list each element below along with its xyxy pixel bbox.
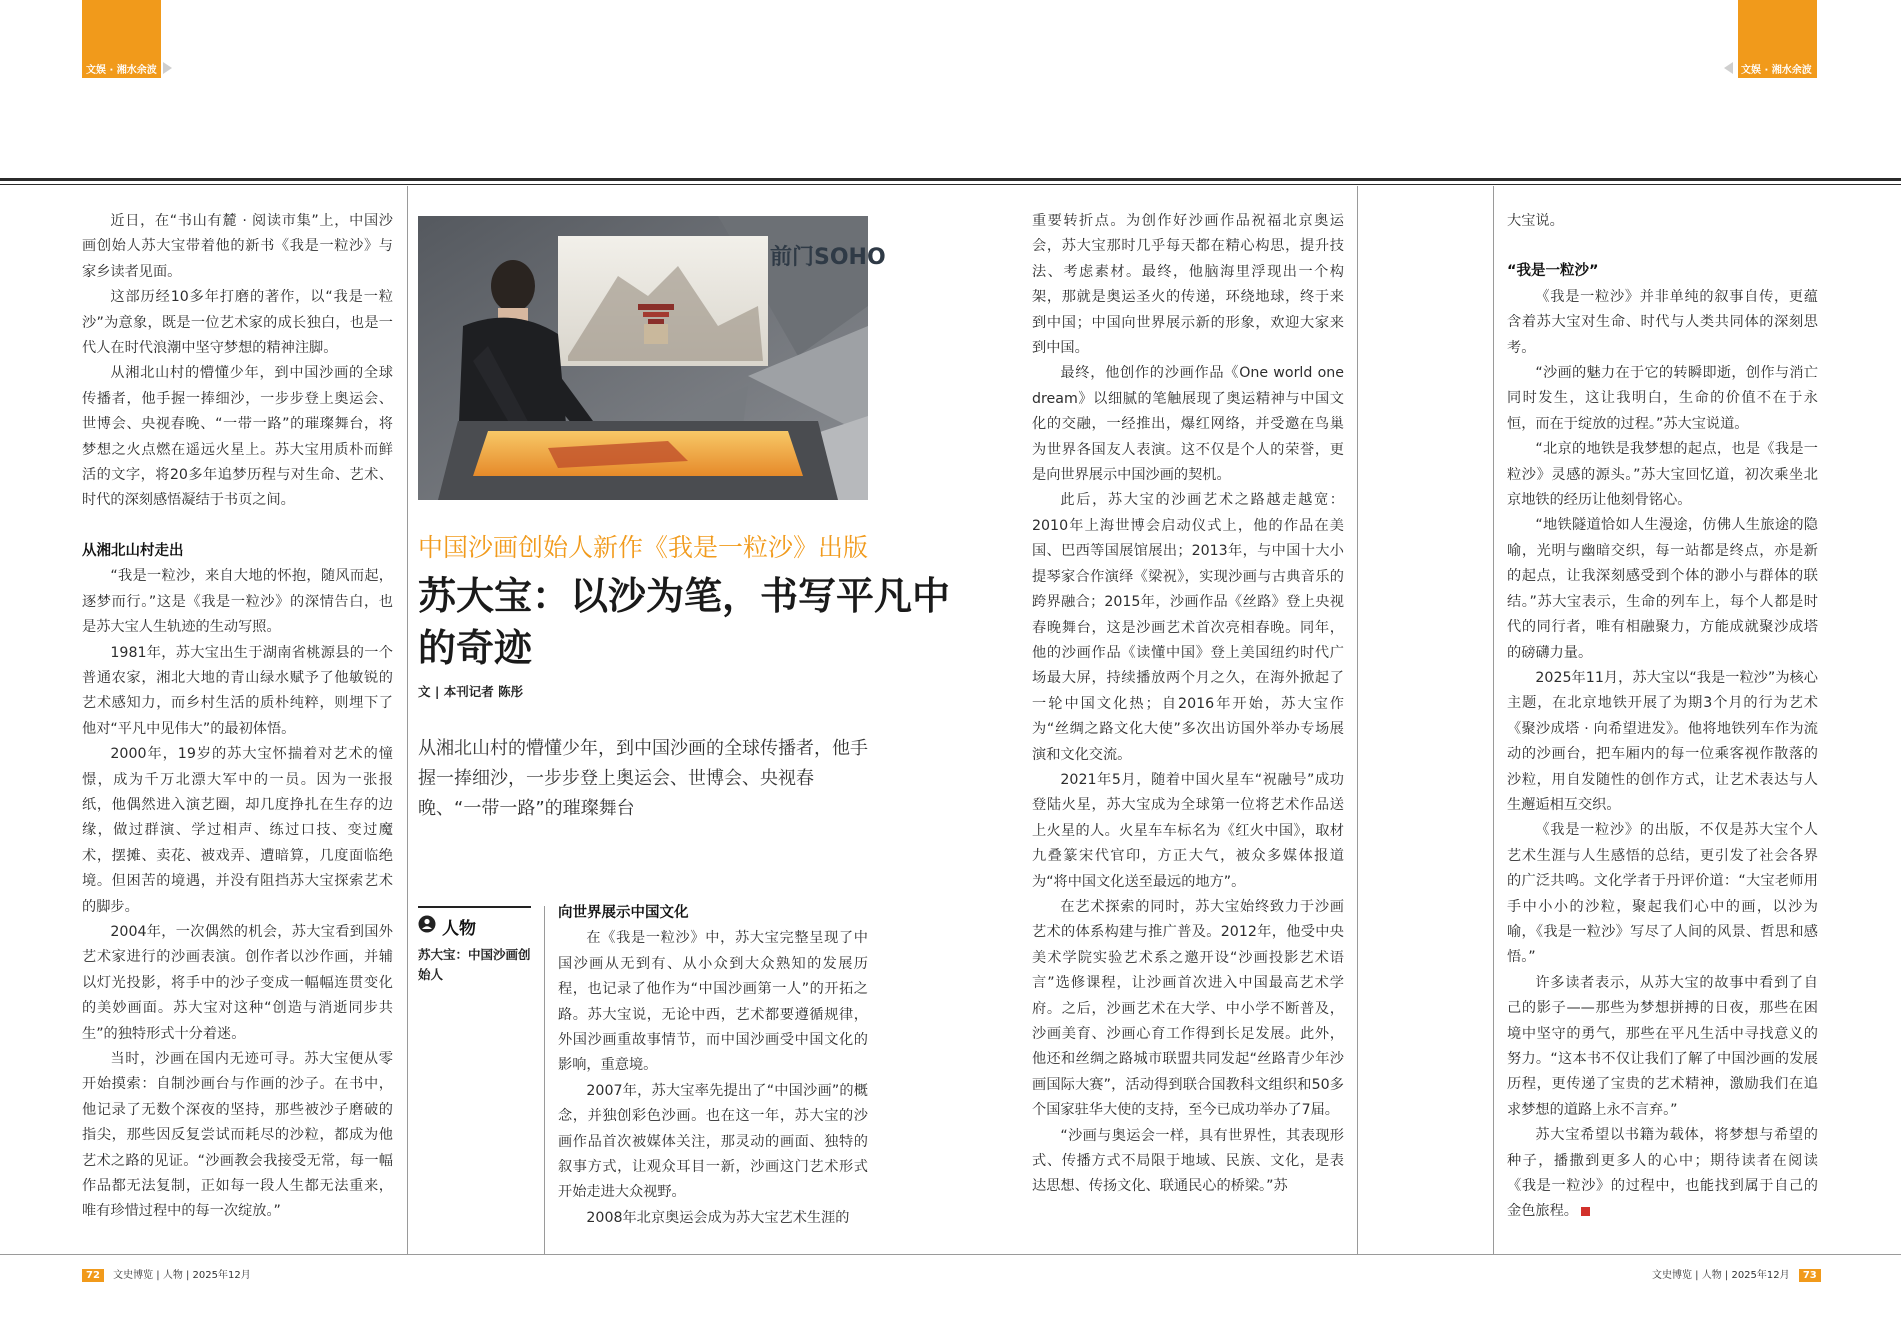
paragraph: 从湘北山村的懵懂少年，到中国沙画的全球传播者，他手握一捧细沙，一步步登上奥运会、世博会、央视春晚、“一带一路”的璀璨舞台，将梦想之火点燃在遥远火星上。苏大宝用质朴而鲜活的文字，将20多年追梦历程与对生命、艺术、时代的深刻感悟凝结于书页之间。 xyxy=(82,365,393,509)
person-icon xyxy=(418,915,436,938)
paragraph: “沙画的魅力在于它的转瞬即逝，创作与消亡同时发生，这让我明白，生命的价值不在于永恒，而在于绽放的过程。”苏大宝说道。 xyxy=(1507,365,1818,432)
paragraph: 2007年，苏大宝率先提出了“中国沙画”的概念，并独创彩色沙画。也在这一年，苏大宝的沙画作品首次被媒体关注，那灵动的画面、独特的叙事方式，让观众耳目一新，沙画这门艺术形式开始走进大众视野。 xyxy=(558,1082,868,1201)
header-arrow-right xyxy=(1724,62,1733,74)
column-divider-1 xyxy=(407,186,408,1254)
category-tag-title: 人物 xyxy=(442,919,476,939)
paragraph: “我是一粒沙，来自大地的怀抱，随风而起，逐梦而行。”这是《我是一粒沙》的深情告白，也是苏大宝人生轨迹的生动写照。 xyxy=(82,568,393,636)
section-heading-3: “我是一粒沙” xyxy=(1507,263,1599,280)
paragraph: 近日，在“书山有麓 · 阅读市集”上，中国沙画创始人苏大宝带着他的新书《我是一粒沙》与家乡读者见面。 xyxy=(82,213,393,280)
header-label-left: 文娱 · 湘水余波 xyxy=(86,65,157,76)
article-byline: 文 | 本刊记者 陈彤 xyxy=(418,684,524,699)
paragraph: 在《我是一粒沙》中，苏大宝完整呈现了中国沙画从无到有、从小众到大众熟知的发展历程，也记录了他作为“中国沙画第一人”的开拓之路。苏大宝说，无论中西，艺术都要遵循规律，外国沙画重故事情节，而中国沙画受中国文化的影响，重意境。 xyxy=(558,930,868,1074)
section-heading-1: 从湘北山村走出 xyxy=(82,542,184,559)
paragraph: 《我是一粒沙》的出版，不仅是苏大宝个人艺术生涯与人生感悟的总结，更引发了社会各界的广泛共鸣。文化学者于丹评价道：“大宝老师用手中小小的沙粒，聚起我们心中的画，以沙为喻，《我是一粒沙》写尽了人间的风景、哲思和感悟。” xyxy=(1507,822,1818,966)
footer-left xyxy=(82,1266,251,1281)
footer-right xyxy=(1652,1266,1821,1281)
end-mark-icon xyxy=(1581,1207,1590,1216)
article-photo xyxy=(418,216,886,500)
footer-left-text: 文史博览 | 人物 | 2025年12月 xyxy=(113,1270,251,1281)
paragraph: 当时，沙画在国内无迹可寻。苏大宝便从零开始摸索：自制沙画台与作画的沙子。在书中，他记录了无数个深夜的坚持，那些被沙子磨破的指尖，那些因反复尝试而耗尽的沙粒，都成为他艺术之路的见证。“沙画教会我接受无常，每一幅作品都无法复制，正如每一段人生都无法重来，唯有珍惜过程中的每一次绽放。” xyxy=(82,1051,393,1220)
paragraph: “北京的地铁是我梦想的起点，也是《我是一粒沙》灵感的源头。”苏大宝回忆道，初次乘坐北京地铁的经历让他刻骨铭心。 xyxy=(1507,441,1818,509)
paragraph: 重要转折点。为创作好沙画作品祝福北京奥运会，苏大宝那时几乎每天都在精心构思，提升技法、考虑素材。最终，他脑海里浮现出一个构架，那就是奥运圣火的传递，环绕地球，终于来到中国；中国向世界展示新的形象，欢迎大家来到中国。 xyxy=(1032,213,1344,357)
paragraph xyxy=(1507,1123,1818,1225)
article-headline: 苏大宝：以沙为笔，书写平凡中的奇迹 xyxy=(418,574,951,670)
category-tag xyxy=(418,906,531,985)
article-kicker: 中国沙画创始人新作《我是一粒沙》出版 xyxy=(418,533,869,562)
column-divider-2 xyxy=(544,906,545,1254)
paragraph: 《我是一粒沙》并非单纯的叙事自传，更蕴含着苏大宝对生命、时代与人类共同体的深刻思考。 xyxy=(1507,288,1818,356)
article-deck: 从湘北山村的懵懂少年，到中国沙画的全球传播者，他手握一捧细沙，一步步登上奥运会、世博会、央视春晚、“一带一路”的璀璨舞台 xyxy=(418,738,868,819)
article-column-2 xyxy=(558,901,868,1231)
page-number-left: 72 xyxy=(82,1269,104,1282)
category-tag-subtitle: 苏大宝：中国沙画创始人 xyxy=(418,947,531,982)
photo-illustration xyxy=(418,216,886,500)
header-label-right: 文娱 · 湘水余波 xyxy=(1741,65,1812,76)
paragraph: 2000年，19岁的苏大宝怀揣着对艺术的憧憬，成为千万北漂大军中的一员。因为一张报纸，他偶然进入演艺圈，却几度挣扎在生存的边缘，做过群演、学过相声、练过口技、变过魔术，摆摊、卖花、被戏弄、遭暗算，几度面临绝境。但困苦的境遇，并没有阻挡苏大宝探索艺术的脚步。 xyxy=(82,746,393,915)
paragraph: 许多读者表示，从苏大宝的故事中看到了自己的影子——那些为梦想拼搏的日夜，那些在困境中坚守的勇气，那些在平凡生活中寻找意义的努力。“这本书不仅让我们了解了中国沙画的发展历程，更传递了宝贵的艺术精神，激励我们在追求梦想的道路上永不言弃。” xyxy=(1507,974,1818,1118)
paragraph: “地铁隧道恰如人生漫途，仿佛人生旅途的隐喻，光明与幽暗交织，每一站都是终点，亦是新的起点，让我深刻感受到个体的渺小与群体的联结。”苏大宝表示，生命的列车上，每个人都是时代的同行者，唯有相融聚力，方能成就聚沙成塔的磅礴力量。 xyxy=(1507,517,1818,661)
photo-sign-text: 前门SOHO xyxy=(770,245,886,270)
article-column-1 xyxy=(82,209,393,1225)
paragraph: 2004年，一次偶然的机会，苏大宝看到国外艺术家进行的沙画表演。创作者以沙作画，并辅以灯光投影，将手中的沙子变成一幅幅连贯变化的美妙画面。苏大宝对这种“创造与消逝同步共生”的独特形式十分着迷。 xyxy=(82,923,393,1042)
article-column-3 xyxy=(1032,209,1344,1200)
paragraph: 1981年，苏大宝出生于湖南省桃源县的一个普通农家，湘北大地的青山绿水赋予了他敏锐的艺术感知力，而乡村生活的质朴纯粹，则埋下了他对“平凡中见伟大”的最初体悟。 xyxy=(82,644,393,737)
footer-right-text: 文史博览 | 人物 | 2025年12月 xyxy=(1652,1270,1790,1281)
paragraph: 在艺术探索的同时，苏大宝始终致力于沙画艺术的体系构建与推广普及。2012年，他受中央美术学院实验艺术系之邀开设“沙画投影艺术语言”选修课程，让沙画首次进入中国最高艺术学府。之后，沙画艺术在大学、中小学不断普及，沙画美育、沙画心育工作得到长足发展。此外，他还和丝绸之路城市联盟共同发起“丝路青少年沙画国际大赛”，活动得到联合国教科文组织和50多个国家驻华大使的支持，至今已成功举办了7届。 xyxy=(1032,898,1344,1119)
column-divider-4 xyxy=(1493,186,1494,1254)
paragraph: 大宝说。 xyxy=(1507,213,1564,229)
paragraph: 最终，他创作的沙画作品《One world one dream》以细腻的笔触展现了奥运精神与中国文化的交融，一经推出，爆红网络，并受邀在鸟巢为世界各国友人表演。这不仅是个人的荣誉，更是向世界展示中国沙画的契机。 xyxy=(1032,365,1344,484)
category-tag-title-row xyxy=(418,914,531,939)
article-column-4 xyxy=(1507,209,1818,1225)
paragraph: 2025年11月，苏大宝以“我是一粒沙”为核心主题，在北京地铁开展了为期3个月的行为艺术《聚沙成塔 · 向希望进发》。他将地铁列车作为流动的沙画台，把车厢内的每一位乘客视作散落的沙粒，用自发随性的创作方式，让艺术表达与人生邂逅相互交织。 xyxy=(1507,669,1818,813)
paragraph: 2021年5月，随着中国火星车“祝融号”成功登陆火星，苏大宝成为全球第一位将艺术作品送上火星的人。火星车车标名为《红火中国》，取材九叠篆宋代官印，方正大气，被众多媒体报道为“将中国文化送至最远的地方”。 xyxy=(1032,771,1344,890)
column-divider-3 xyxy=(1357,186,1358,1254)
header-rule-thick xyxy=(0,178,1901,181)
paragraph: 2008年北京奥运会成为苏大宝艺术生涯的 xyxy=(586,1209,850,1226)
paragraph: “沙画与奥运会一样，具有世界性，其表现形式、传播方式不局限于地域、民族、文化，是表达思想、传扬文化、联通民心的桥梁。”苏 xyxy=(1032,1127,1344,1195)
section-heading-2: 向世界展示中国文化 xyxy=(558,905,689,921)
paragraph-text: 苏大宝希望以书籍为载体，将梦想与希望的种子，播撒到更多人的心中；期待读者在阅读《我是一粒沙》的过程中，也能找到属于自己的金色旅程。 xyxy=(1507,1127,1818,1220)
header-arrow-left xyxy=(163,62,172,74)
header-rule-thin xyxy=(0,184,1901,185)
paragraph: 此后，苏大宝的沙画艺术之路越走越宽：2010年上海世博会启动仪式上，他的作品在美国、巴西等国展馆展出；2013年，与中国十大小提琴家合作演绎《梁祝》，实现沙画与古典音乐的跨界融合；2015年，沙画作品《丝路》登上央视春晚舞台，这是沙画艺术首次亮相春晚。同年，他的沙画作品《读懂中国》登上美国纽约时代广场最大屏，持续播放两个月之久，在海外掀起了一轮中国文化热；自2016年开始，苏大宝作为“丝绸之路文化大使”多次出访国外举办专场展演和文化交流。 xyxy=(1032,492,1344,763)
footer-rule xyxy=(0,1254,1901,1255)
paragraph: 这部历经10多年打磨的著作，以“我是一粒沙”为意象，既是一位艺术家的成长独白，也是一代人在时代浪潮中坚守梦想的精神注脚。 xyxy=(82,289,393,357)
page-number-right: 73 xyxy=(1799,1269,1821,1282)
